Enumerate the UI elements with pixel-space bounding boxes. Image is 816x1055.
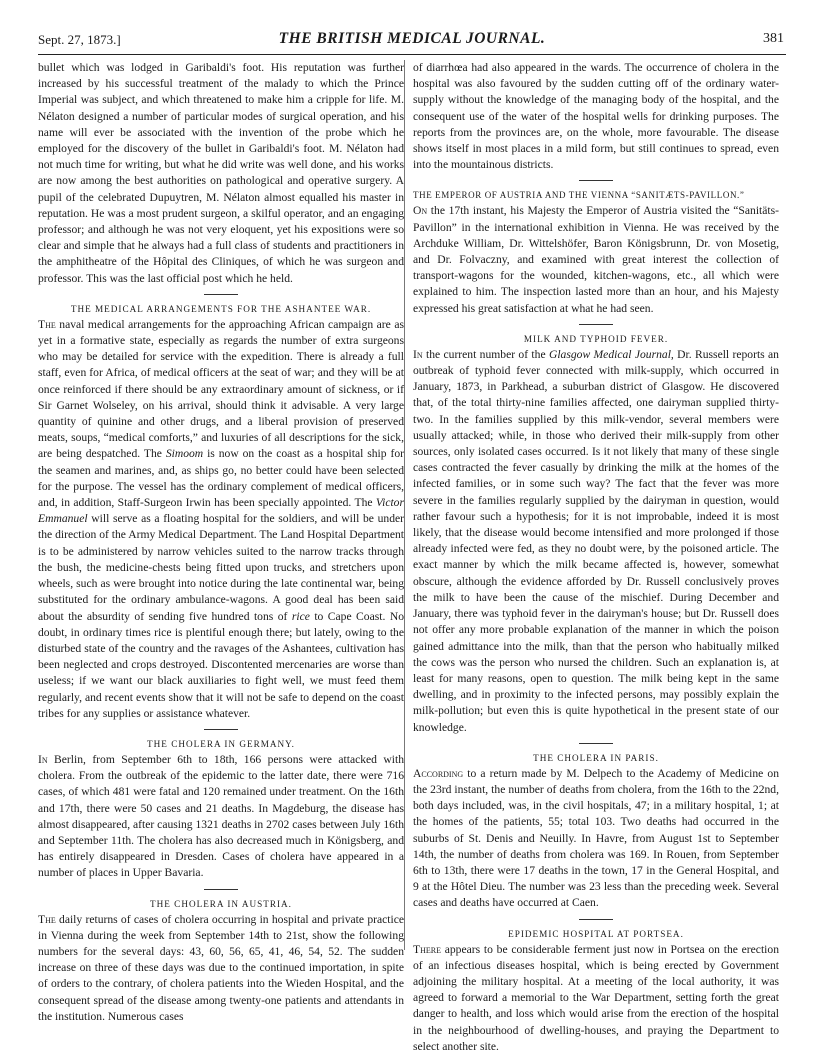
section-separator	[579, 180, 613, 181]
body-text: is now on the coast as a hospital ship for the seamen and marines, and, as ships go, no better could have been selected for the purpose. The vessel has the ordinary complement of medical officers, and, in addition, Staff-Surgeon Irwin has been specially appointed. The	[38, 447, 404, 510]
austria-section	[38, 898, 404, 1025]
body-text: the current number of the	[422, 347, 549, 361]
journal-title: THE BRITISH MEDICAL JOURNAL.	[278, 30, 546, 47]
austria-continuation: of diarrhœa had also appeared in the wards. The occurrence of cholera in the hospital was also favoured by the sudden cutting off of the ordinary water-supply without the knowledge of the managing body of the hospital, and the consequent use of the water of the hospital wells for drinking purposes. The reports from the provinces are, on the whole, more favourable. The disease shows itself in most places in a mild form, but still continues to spread, even into the mountainous districts.	[413, 61, 779, 172]
body-text: Berlin, from September 6th to 18th, 166 persons were attacked with cholera. From the outbreak of the epidemic to the latter date, there were 716 cases, of which 481 were fatal and 120 remained under treatment. On the 16th and 17th, there were 50 cases and 21 deaths. In Magdeburg, the disease has almost disappeared, after causing 1321 deaths in 2702 cases between July 16th and September 11th. The cholera has also decreased much in Königsberg, and has entirely disappeared in Dresden. Cases of cholera have appeared in a number of places in Upper Bavaria.	[38, 752, 404, 880]
milk-section	[413, 333, 779, 736]
lead-word: The	[38, 912, 56, 926]
page-number: 381	[763, 31, 784, 46]
body-text: appears to be considerable ferment just now in Portsea on the erection of an infectious diseases hospital, which is being erected by Government adjoining the military hospital. At a meeting of the local authority, it was agreed to forward a memorial to the War Department, setting forth the great danger to health, and loss which would arise from the erection of the hospital in the neighbourhood of dwelling-houses, and praying the Department to select another site.	[413, 942, 779, 1053]
emperor-body	[413, 203, 779, 316]
body-text: to Cape Coast. No doubt, in ordinary times rice is plentiful enough there; but lately, owing to the disturbed state of the country and the ravages of the Ashantees, cultivation has been neglected and crops destroyed. Discontented mercenaries are worse than useless; if we want our black auxiliaries to fight well, we must feed them regularly, and recent events show that it will not be safe to depend on the coast tribes for any supplies or assistance whatever.	[38, 609, 404, 720]
ship-name: Victor Emmanuel	[38, 496, 404, 526]
journal-name: Glasgow Medical Journal,	[548, 347, 674, 361]
section-separator	[579, 919, 613, 920]
austria-heading: THE CHOLERA IN AUSTRIA.	[150, 898, 292, 909]
paris-body	[413, 766, 779, 912]
portsea-heading: EPIDEMIC HOSPITAL AT PORTSEA.	[508, 928, 684, 939]
body-text: daily returns of cases of cholera occurring in hospital and private practice in Vienna during the week from September 14th to 21st, show the following numbers for the several days: 43, 60, 56, 65, 41, 46, 54, 52. The sudden increase on three of these days was due to the continued importation, in spite of orders to the contrary, of cholera patients into the Wieden Hospital, and the consequent spread of the disease among twenty-one patients and attendants in the institution. Numerous cases	[38, 912, 404, 1023]
lead-word: There	[413, 942, 441, 956]
germany-heading: THE CHOLERA IN GERMANY.	[147, 738, 295, 749]
left-column	[38, 60, 404, 1025]
lead-word: According	[413, 766, 464, 780]
section-separator	[204, 729, 238, 730]
portsea-section	[413, 928, 779, 1055]
lead-word: In	[38, 752, 48, 766]
lead-word: The	[38, 317, 56, 331]
nelaton-continuation: bullet which was lodged in Garibaldi's foot. His reputation was further increased by his successful treatment of the malady to which the Prince Imperial was subject, and which threatened to make him a cripple for life. M. Nélaton designed a number of particular modes of surgical operation, and his name will ever be associated with the invention of the probe which he employed for the discovery of the bullet in Garibaldi's foot. M. Nélaton had not much time for writing, but what he did write was well done, and his works are now among the best authorities on pathological and operative surgery. A pupil of the celebrated Dupuytren, M. Nélaton almost equalled his master in reputation. He was a most prudent surgeon, a skilful operator, and an engaging professor; and although he was not very eloquent, yet his expositions were so clear and simple that he always had a full class of students and practitioners in the amphitheatre of the Hôpital des Cliniques, of which he was surgeon and professor. This was the last official post which he held.	[38, 61, 404, 285]
page-header	[38, 30, 786, 55]
ashantee-heading: THE MEDICAL ARRANGEMENTS FOR THE ASHANTEE WAR.	[70, 303, 372, 314]
portsea-body	[413, 942, 779, 1055]
ship-name: Simoom	[165, 447, 204, 461]
right-column	[413, 60, 779, 1053]
lead-word: In	[413, 347, 423, 361]
body-text: will serve as a floating hospital for the soldiers, and will be under the direction of the Army Medical Department. The Land Hospital Department is to be administered by narrow vehicles suited to the narrow tracks through the bush, the medicine-chests being fitted upon trucks, and stretchers upon wheels, such as were brought into notice during the late continental war, being substituted for the ordinary ambulance-wagons. A good deal has been said about the absurdity of sending five hundred tons of	[38, 512, 404, 623]
section-separator	[204, 294, 238, 295]
body-text: Dr. Russell reports an outbreak of typhoid fever connected with milk-supply, which occurred in January, 1873, in Parkhead, a suburban district of Glasgow. He discovered that, of the total thirty-nine families affected, one dairyman supplied thirty-two. In the families supplied by this milk-vendor, several members were usually attacked; while, in those who derived their milk-supply from other sources, only isolated cases occurred. Is it not likely that many of these single cases contracted the fever casually by drinking the milk at the homes of the infected families, or in some such way? The fact that the fever was more severe in the families regularly supplied by the dairyman in question, would rather favour such a hypothesis; for it is not improbable, indeed it is most likely, that the disease would become intensified and more prolonged if those already infected were fed, as they no doubt were, by the poisoned article. The exact manner by which the milk became affected is, however, somewhat obscure, although the evidence afforded by Dr. Russell conclusively proves the milk to have been the cause of the mischief. During December and January, there was typhoid fever in the dairyman's house; but Dr. Russell does not offer any more probable explanation of the manner in which the poison gained admittance into the milk, than that the person who habitually milked the cows was the person who nursed the children. Such an explanation is, at least for many reasons, open to question. The milk being kept in the same dwelling, and in proximity to the infected persons, may possibly explain the milk-pollution; but even this is quite hypothetical in the present state of our knowledge.	[413, 347, 779, 734]
ashantee-section	[38, 303, 404, 722]
milk-body	[413, 347, 779, 736]
body-text: to a return made by M. Delpech to the Academy of Medicine on the 23rd instant, the number of deaths from cholera, from the 16th to the 22nd, both days included, was, in the civil hospitals, 47; in a military hospital, 1; at the homes of the patients, 55; total 103. Two deaths had occurred in the suburbs of St. Denis and Neuilly. In Havre, from August 1st to September 14th, the number of deaths from cholera was 169. In Rouen, from September 6th to 13th, there were 17 deaths in the town, 17 in the General Hospital, and 9 at the Hôtel Dieu. The number was 23 less than the preceding week. Several cases and deaths have occurred at Caen.	[413, 766, 779, 910]
paris-heading: THE CHOLERA IN PARIS.	[533, 752, 659, 763]
section-separator	[204, 889, 238, 890]
section-separator	[579, 324, 613, 325]
milk-heading: MILK AND TYPHOID FEVER.	[523, 333, 669, 344]
emperor-section	[413, 189, 779, 316]
body-text: naval medical arrangements for the approaching African campaign are as yet in a formative state, especially as regards the number of extra surgeons who may be detailed for service with the expedition. There is already a full staff, even for Africa, of medical officers at the seat of war; and they will be at once reinforced if there should be any extraordinary amount of sickness, or if Sir Garnet Wolseley, on his arrival, should think it advisable. A very large quantity of quinine and other drugs, and a liberal provision of preserved meats, soups, “medical comforts,” and luxuries of all descriptions for the sick, are being despatched. The	[38, 317, 404, 461]
emphasis-word: rice	[291, 609, 310, 623]
emperor-heading: THE EMPEROR OF AUSTRIA AND THE VIENNA “SANITÆTS-PAVILLON.”	[413, 190, 745, 201]
germany-section	[38, 738, 404, 882]
ashantee-body	[38, 317, 404, 722]
issue-date: Sept. 27, 1873.]	[38, 32, 121, 47]
austria-body	[38, 912, 404, 1025]
paris-section	[413, 752, 779, 912]
body-text: the 17th instant, his Majesty the Emperor of Austria visited the “Sanitäts-Pavillon” in the international exhibition in Vienna. He was received by the Archduke William, Dr. Wittelshöfer, Baron Königsbrunn, Dr. von Mosetig, and Dr. Folvaczny, and examined with great interest the collection of transport-wagons for the wounded, kitchen-wagons, etc., all which were explained to him. The inspection lasted more than an hour, and his Majesty expressed his great satisfaction at what he had seen.	[413, 204, 779, 315]
germany-body	[38, 752, 404, 882]
column-divider	[404, 60, 405, 950]
section-separator	[579, 743, 613, 744]
lead-word: On	[413, 204, 428, 218]
